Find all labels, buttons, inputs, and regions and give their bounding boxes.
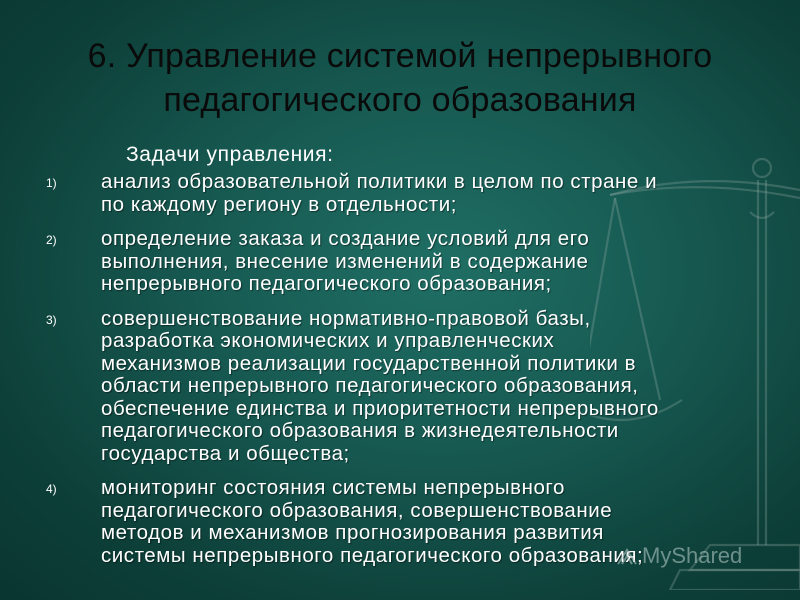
list-item-number: 2) — [46, 233, 57, 247]
list-item-line: механизмов реализации государственной политики в — [101, 351, 637, 375]
list-item-line: анализ образовательной политики в целом по стране и — [101, 170, 658, 193]
list-item-text — [101, 308, 760, 466]
list-item — [0, 308, 760, 466]
myshared-watermark — [616, 543, 742, 569]
myshared-logo-icon — [616, 547, 638, 565]
list-item-number: 4) — [46, 482, 57, 496]
list-item-line: области непрерывного педагогического образования, — [101, 374, 639, 397]
slide-title-line: 6. Управление системой непрерывного — [87, 37, 713, 75]
slide-title-line: педагогического образования — [163, 81, 637, 119]
list-item-line: разработка экономических и управленческих — [101, 329, 555, 352]
list-item-line: совершенствование нормативно-правовой базы, — [101, 306, 591, 330]
task-list — [0, 171, 760, 579]
list-item — [0, 171, 760, 216]
list-item — [0, 228, 760, 296]
slide-title — [40, 34, 760, 122]
list-item-line: методов и механизмов прогнозирования развития — [101, 521, 604, 544]
list-item-number: 1) — [46, 176, 57, 190]
list-item-line: государства и общества; — [101, 441, 350, 465]
list-item-line: непрерывного педагогического образования; — [101, 272, 552, 295]
watermark-text: MyShared — [642, 543, 743, 568]
list-item-text — [101, 228, 760, 296]
list-item-line: обеспечение единства и приоритетности непрерывного — [101, 396, 659, 420]
list-item-line: педагогического образования, совершенствование — [101, 498, 613, 522]
list-item-number: 3) — [46, 312, 57, 327]
list-item-line: педагогического образования в жизнедеятельности — [101, 419, 619, 442]
subtitle: Задачи управления: — [126, 143, 334, 166]
list-item-line: по каждому региону в отдельности; — [101, 192, 457, 216]
list-item-line: выполнения, внесение изменений в содержание — [101, 249, 589, 273]
list-item-line: определение заказа и создание условий для его — [101, 227, 590, 250]
list-item-line: мониторинг состояния системы непрерывного — [101, 476, 565, 499]
list-item-text — [101, 171, 760, 216]
list-item-line: системы непрерывного педагогического образования; — [101, 543, 644, 567]
